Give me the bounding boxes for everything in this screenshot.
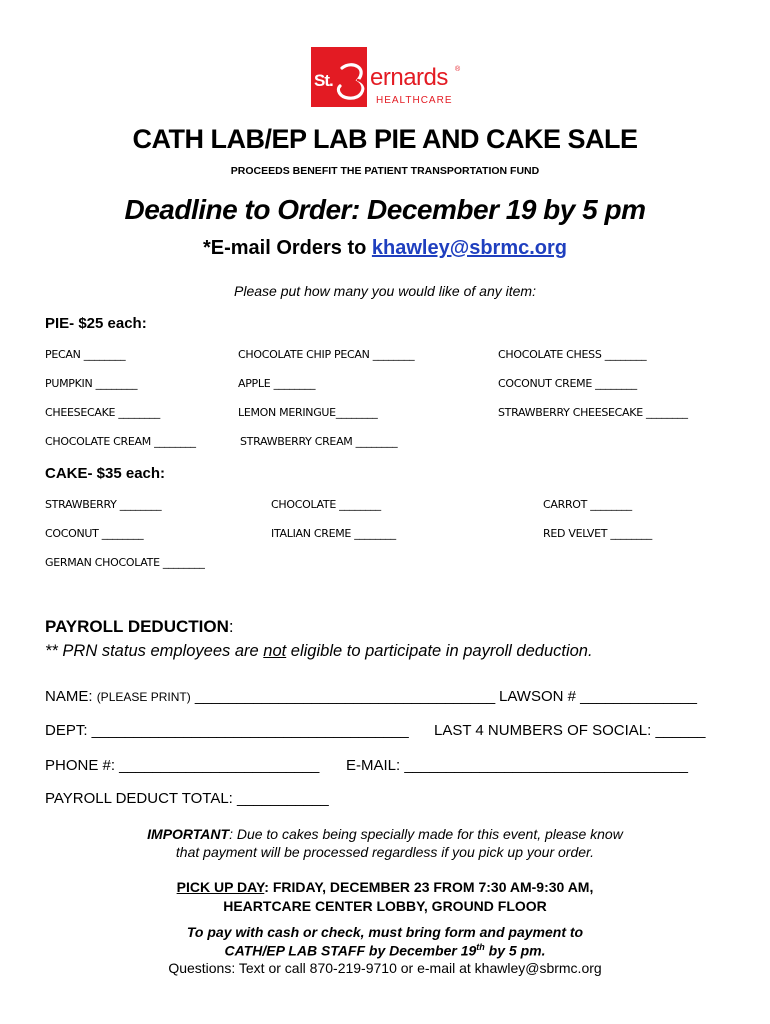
pie-item-pecan[interactable]: PECAN ________ [45,348,126,361]
prn-notice-suffix: eligible to participate in payroll deduction. [286,642,593,660]
phone-field[interactable]: PHONE #: ________________________ [45,757,320,774]
payment-text-2b: by 5 pm. [484,942,546,959]
dept-field[interactable]: DEPT: ______________________________________ [45,722,409,739]
page-title: CATH LAB/EP LAB PIE AND CAKE SALE [132,124,638,154]
important-line-2: that payment will be processed regardless if you pick up your order. [175,844,595,860]
pie-item-lemon-meringue[interactable]: LEMON MERINGUE________ [238,406,378,419]
important-text-1: : Due to cakes being specially made for this event, please know [229,826,623,842]
important-line-1 [0,826,770,842]
payroll-heading [45,617,234,637]
logo-registered-mark: ® [455,66,461,73]
cake-item-red-velvet[interactable]: RED VELVET ________ [543,527,652,540]
cake-item-italian-creme[interactable]: ITALIAN CREME ________ [271,527,396,540]
social-field[interactable]: LAST 4 NUMBERS OF SOCIAL: ______ [434,722,706,739]
important-label: IMPORTANT [147,826,230,842]
pie-item-chocolate-chess[interactable]: CHOCOLATE CHESS ________ [498,348,647,361]
logo-subtitle: HEALTHCARE [376,95,453,106]
email-field[interactable]: E-MAIL: __________________________________ [346,757,688,774]
lawson-field[interactable]: LAWSON # ______________ [499,688,697,705]
order-instruction: Please put how many you would like of any item: [234,283,536,299]
prn-notice-prefix: ** PRN status employees are [45,642,264,660]
email-orders-link[interactable]: khawley@sbrmc.org [371,237,568,259]
payroll-heading-colon: : [228,617,234,636]
pickup-line-1 [0,879,770,895]
pie-item-apple[interactable]: APPLE ________ [238,377,316,390]
pie-item-chocolate-cream[interactable]: CHOCOLATE CREAM ________ [45,435,196,448]
name-blank[interactable]: ____________________________________ [190,688,496,705]
payroll-total-field[interactable]: PAYROLL DEDUCT TOTAL: ___________ [45,790,329,807]
pickup-label: PICK UP DAY [176,879,265,895]
logo-prefix: St. [314,71,333,90]
prn-notice-not: not [263,642,287,660]
cake-item-german-chocolate[interactable]: GERMAN CHOCOLATE ________ [45,556,205,569]
payment-line-1: To pay with cash or check, must bring form and payment to [186,924,584,940]
pie-item-cheesecake[interactable]: CHEESECAKE ________ [45,406,160,419]
cake-item-chocolate[interactable]: CHOCOLATE ________ [271,498,381,511]
cake-item-carrot[interactable]: CARROT ________ [543,498,632,511]
pickup-line-2: HEARTCARE CENTER LOBBY, GROUND FLOOR [223,898,547,914]
cake-item-coconut[interactable]: COCONUT ________ [45,527,144,540]
name-label: NAME: [45,688,97,705]
pie-item-chocolate-chip-pecan[interactable]: CHOCOLATE CHIP PECAN ________ [238,348,415,361]
pickup-text-1: : FRIDAY, DECEMBER 23 FROM 7:30 AM-9:30 AM, [264,879,594,895]
payment-text-2a: CATH/EP LAB STAFF by December 19 [224,942,477,959]
logo-name: ernards [370,64,448,91]
pie-item-strawberry-cream[interactable]: STRAWBERRY CREAM ________ [240,435,398,448]
pie-item-pumpkin[interactable]: PUMPKIN ________ [45,377,138,390]
pie-heading: PIE- $25 each: [45,315,147,332]
payment-sup: th [476,942,485,952]
page-subtitle: PROCEEDS BENEFIT THE PATIENT TRANSPORTATION FUND [230,165,540,177]
questions-line: Questions: Text or call 870-219-9710 or e-mail at khawley@sbrmc.org [168,960,602,976]
payment-line-2 [0,942,770,959]
cake-heading: CAKE- $35 each: [45,465,166,482]
pie-item-strawberry-cheesecake[interactable]: STRAWBERRY CHEESECAKE ________ [498,406,688,419]
prn-notice [45,642,593,661]
pie-item-coconut-creme[interactable]: COCONUT CREME ________ [498,377,637,390]
name-field[interactable] [45,688,495,705]
heart-icon [334,62,370,102]
cake-item-strawberry[interactable]: STRAWBERRY ________ [45,498,162,511]
deadline-heading: Deadline to Order: December 19 by 5 pm [124,194,646,225]
email-orders-line [0,237,770,260]
email-orders-prefix: *E-mail Orders to [202,237,372,259]
payroll-heading-text: PAYROLL DEDUCTION [45,617,229,636]
name-hint: (PLEASE PRINT) [96,690,191,704]
